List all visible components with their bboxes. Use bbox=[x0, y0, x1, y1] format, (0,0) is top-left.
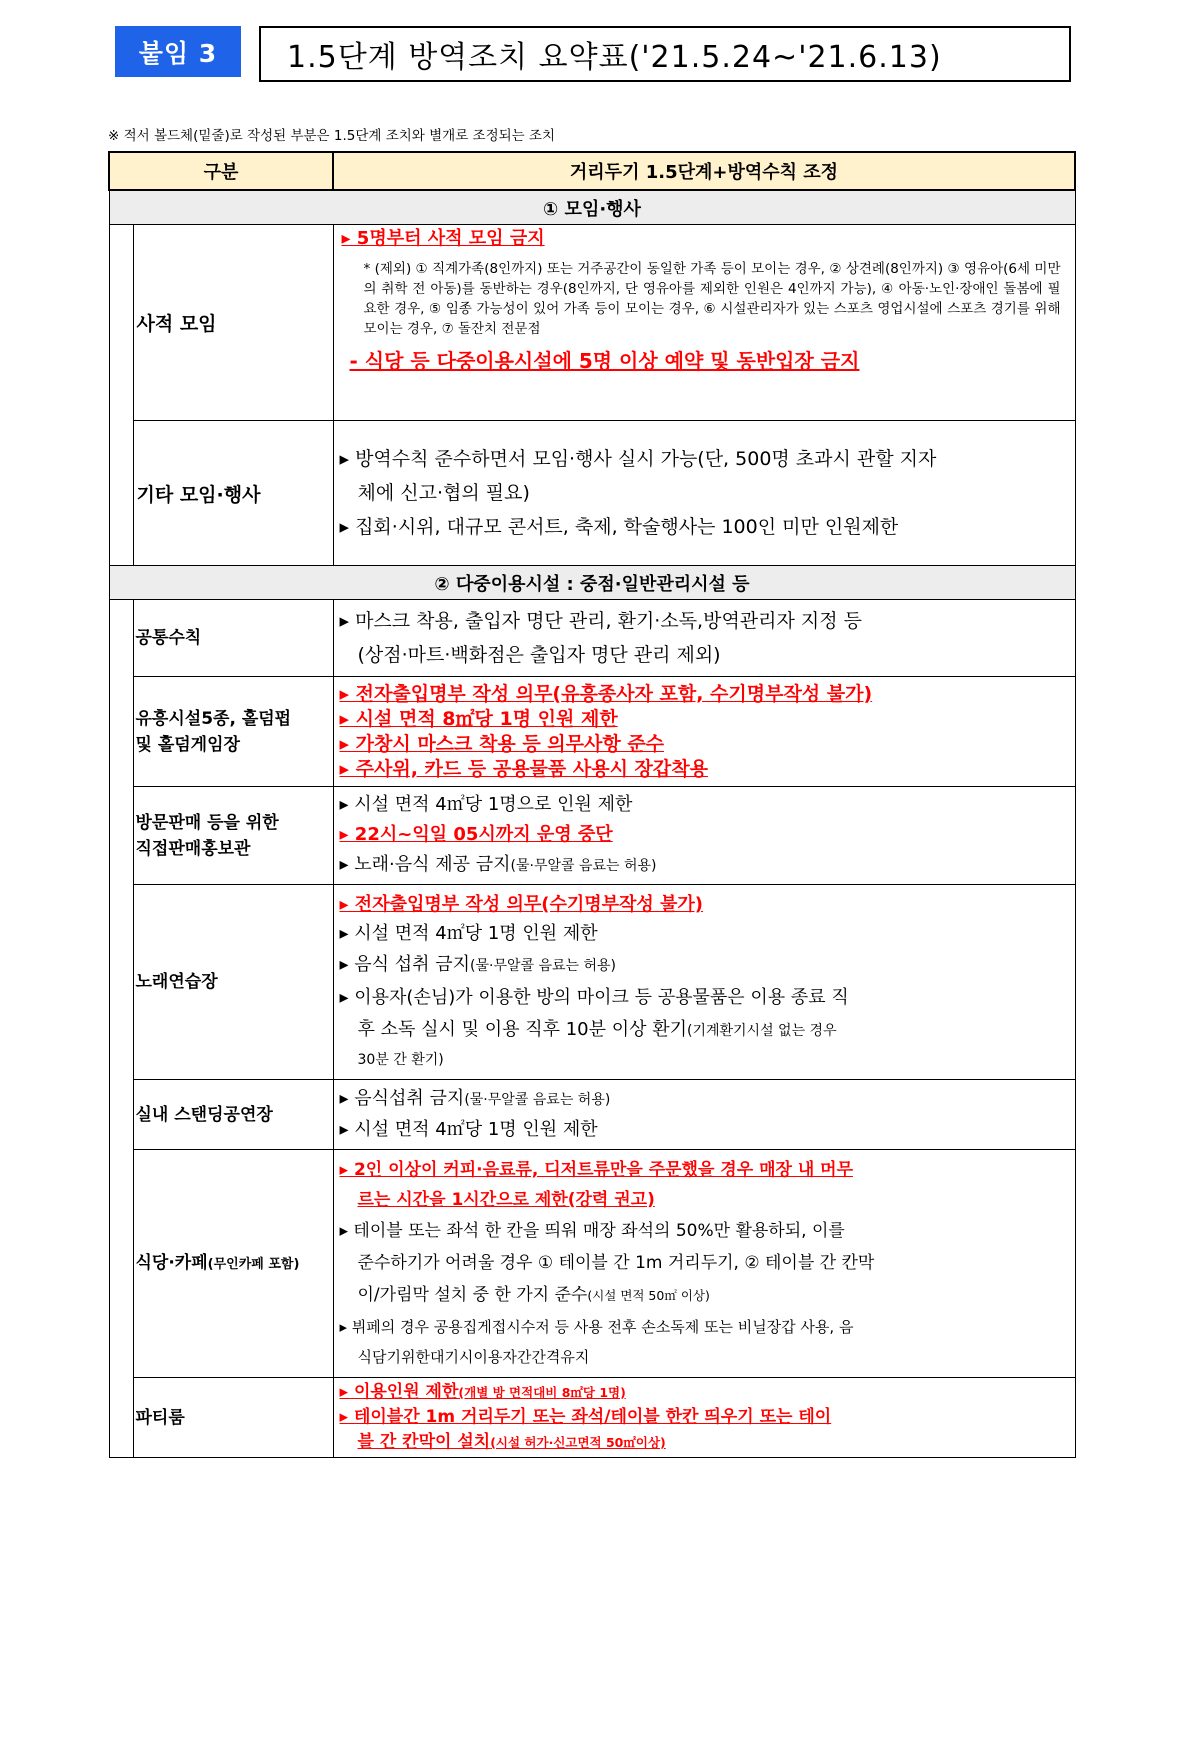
cafe-rule-2: 르는 시간을 1시간으로 제한(강력 권고) bbox=[357, 1190, 655, 1210]
row-label-common: 공통수칙 bbox=[133, 600, 333, 677]
karaoke-line-2: ▸ 음식 섭취 금지 bbox=[339, 954, 471, 975]
party-rule-2: ▸ 테이블간 1m 거리두기 또는 좌석/테이블 한칸 띄우기 또는 테이 bbox=[339, 1407, 832, 1427]
sales-rule-1: ▸ 22시~익일 05시까지 운영 중단 bbox=[339, 824, 613, 845]
entertainment-label-1: 유흥시설5종, 홀덤펍 bbox=[135, 708, 292, 729]
table-row bbox=[109, 1150, 1075, 1378]
section-title-facilities: ② 다중이용시설 : 중점·일반관리시설 등 bbox=[109, 566, 1075, 600]
cafe-line-5: 식담기위한대기시이용자간간격유지 bbox=[357, 1348, 590, 1366]
measures-table bbox=[108, 151, 1076, 1458]
ent-rule-4: ▸ 주사위, 카드 등 공용물품 사용시 장갑착용 bbox=[339, 757, 708, 780]
sales-label-2: 직접판매홍보관 bbox=[135, 838, 251, 859]
entertainment-label-2: 및 홀덤게임장 bbox=[135, 734, 240, 755]
cafe-line-3-note: (시설 면적 50㎡ 이상) bbox=[587, 1288, 710, 1303]
table-row bbox=[109, 787, 1075, 885]
table-row bbox=[109, 225, 1075, 421]
cafe-line-2: 준수하기가 어려울 경우 ① 테이블 간 1m 거리두기, ② 테이블 간 칸막 bbox=[357, 1253, 875, 1273]
row-label-karaoke: 노래연습장 bbox=[133, 885, 333, 1080]
header-category: 구분 bbox=[109, 152, 333, 190]
cafe-line-4: ▸ 뷔페의 경우 공용집게접시수저 등 사용 전후 손소독제 또는 비닐장갑 사용, 음 bbox=[339, 1318, 854, 1336]
table-row bbox=[109, 885, 1075, 1080]
private-exceptions: * (제외) ① 직계가족(8인까지) 또는 거주공간이 동일한 가족 등이 모이는 경우, ② 상견례(8인까지) ③ 영유아(6세 미만의 취학 전 아동)를 동반하는 경우(8인까지, 단 영유아를 제외한 인원은 4인까지 가능), ④ 아동·노인·장애인 돌봄에 필요한 경우, ⑤ 임종 가능성이 있어 가족 등이 모이는 경우, ⑥ 시설관리자가 있는 스포츠 영업시설에 스포츠 경기를 위해 모이는 경우, ⑦ 돌잔치 전문점 bbox=[363, 261, 1061, 337]
other-line-1: ▸ 방역수칙 준수하면서 모임·행사 실시 가능(단, 500명 초과시 관할 지자 bbox=[339, 448, 937, 470]
table-row bbox=[109, 421, 1075, 566]
karaoke-rule-1: ▸ 전자출입명부 작성 의무(수기명부작성 불가) bbox=[339, 894, 704, 915]
note-text: ※ 적서 볼드체(밑줄)로 작성된 부분은 1.5단계 조치와 별개로 조정되는 조치 bbox=[108, 128, 556, 144]
section-row bbox=[109, 190, 1075, 225]
section-row bbox=[109, 566, 1075, 600]
standing-line-2: ▸ 시설 면적 4㎡당 1명 인원 제한 bbox=[339, 1119, 598, 1140]
ent-rule-1: ▸ 전자출입명부 작성 의무(유흥종사자 포함, 수기명부작성 불가) bbox=[339, 682, 873, 705]
karaoke-line-4: 후 소독 실시 및 이용 직후 10분 이상 환기 bbox=[357, 1019, 687, 1040]
page-title: 1.5단계 방역조치 요약표('21.5.24~'21.6.13) bbox=[259, 26, 1071, 82]
section-title-gatherings: ① 모임·행사 bbox=[109, 190, 1075, 225]
cafe-label: 식당·카페 bbox=[135, 1252, 208, 1273]
attachment-badge: 붙임 3 bbox=[115, 26, 241, 77]
party-rule-3: 블 간 칸막이 설치 bbox=[357, 1432, 491, 1452]
karaoke-line-1: ▸ 시설 면적 4㎡당 1명 인원 제한 bbox=[339, 923, 598, 944]
common-line-2: (상점·마트·백화점은 출입자 명단 관리 제외) bbox=[357, 644, 721, 666]
ent-rule-3: ▸ 가창시 마스크 착용 등 의무사항 준수 bbox=[339, 732, 665, 755]
private-rule-1: ▸ 5명부터 사적 모임 금지 bbox=[341, 228, 545, 249]
table-row bbox=[109, 1378, 1075, 1458]
common-line-1: ▸ 마스크 착용, 출입자 명단 관리, 환기·소독,방역관리자 지정 등 bbox=[339, 610, 863, 632]
private-rule-2: - 식당 등 다중이용시설에 5명 이상 예약 및 동반입장 금지 bbox=[349, 349, 860, 373]
row-label-private: 사적 모임 bbox=[133, 225, 333, 421]
header-measures: 거리두기 1.5단계+방역수칙 조정 bbox=[333, 152, 1075, 190]
sales-label-1: 방문판매 등을 위한 bbox=[135, 812, 279, 833]
row-label-cafe bbox=[133, 1150, 333, 1378]
ent-rule-2: ▸ 시설 면적 8㎡당 1명 인원 제한 bbox=[339, 707, 618, 730]
cafe-line-3: 이/가림막 설치 중 한 가지 준수 bbox=[357, 1285, 588, 1305]
row-label-sales bbox=[133, 787, 333, 885]
table-row bbox=[109, 1080, 1075, 1150]
row-label-partyroom: 파티룸 bbox=[133, 1378, 333, 1458]
party-rule-1-note: (개별 방 면적대비 8㎡당 1명) bbox=[458, 1385, 626, 1400]
karaoke-line-5: 30분 간 환기) bbox=[357, 1052, 444, 1068]
party-rule-3-note: (시설 허가·신고면적 50㎡이상) bbox=[490, 1435, 666, 1450]
cafe-line-1: ▸ 테이블 또는 좌석 한 칸을 띄워 매장 좌석의 50%만 활용하되, 이를 bbox=[339, 1221, 845, 1241]
cafe-rule-1: ▸ 2인 이상이 커피·음료류, 디저트류만을 주문했을 경우 매장 내 머무 bbox=[339, 1160, 854, 1180]
row-label-other-events: 기타 모임·행사 bbox=[133, 421, 333, 566]
table-row bbox=[109, 677, 1075, 787]
karaoke-line-2-note: (물·무알콜 음료는 허용) bbox=[470, 958, 617, 974]
karaoke-line-4-note: (기계환기시설 없는 경우 bbox=[687, 1023, 837, 1039]
table-header-row bbox=[109, 152, 1075, 190]
standing-line-1: ▸ 음식섭취 금지 bbox=[339, 1088, 465, 1109]
row-label-standing: 실내 스탠딩공연장 bbox=[133, 1080, 333, 1150]
table-row bbox=[109, 600, 1075, 677]
karaoke-line-3: ▸ 이용자(손님)가 이용한 방의 마이크 등 공용물품은 이용 종료 직 bbox=[339, 987, 849, 1008]
row-label-entertainment bbox=[133, 677, 333, 787]
other-line-3: ▸ 집회·시위, 대규모 콘서트, 축제, 학술행사는 100인 미만 인원제한 bbox=[339, 516, 899, 538]
sales-line-1: ▸ 시설 면적 4㎡당 1명으로 인원 제한 bbox=[339, 794, 633, 815]
sales-line-2-note: (물·무알콜 음료는 허용) bbox=[510, 858, 657, 874]
party-rule-1: ▸ 이용인원 제한 bbox=[339, 1382, 459, 1402]
sales-line-2: ▸ 노래·음식 제공 금지 bbox=[339, 854, 511, 875]
other-line-2: 체에 신고·협의 필요) bbox=[357, 482, 530, 504]
standing-line-1-note: (물·무알콜 음료는 허용) bbox=[464, 1092, 611, 1108]
cafe-label-note: (무인카페 포함) bbox=[207, 1256, 300, 1272]
